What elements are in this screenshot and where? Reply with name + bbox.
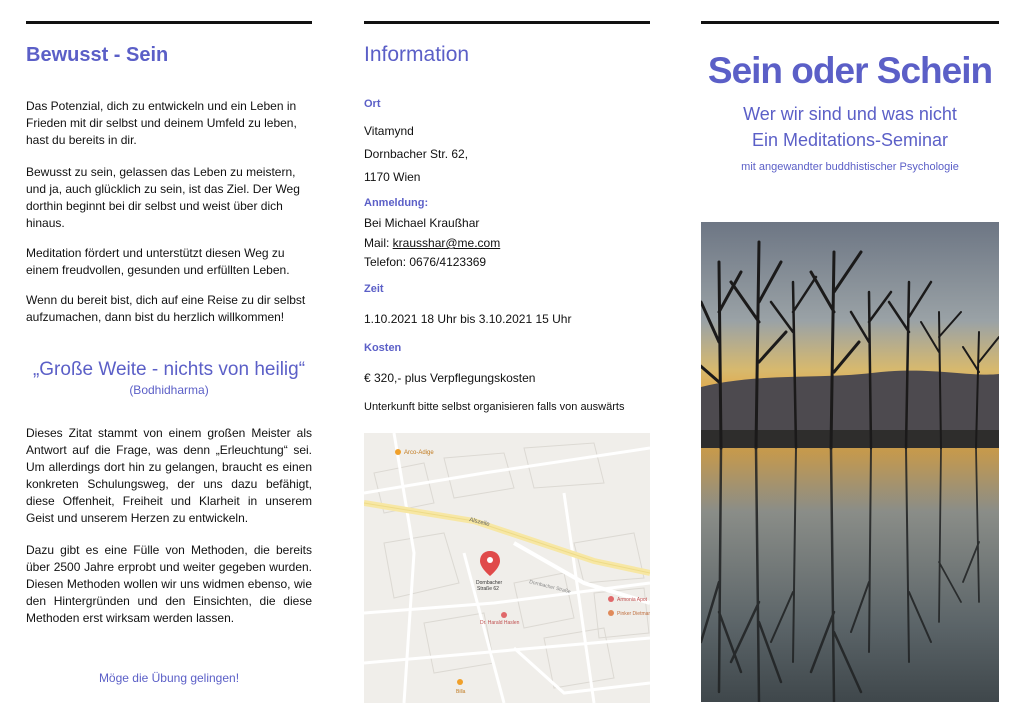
quote-source: (Bodhidharma) (129, 383, 209, 397)
map-pin-label-line1: Dornbacher (476, 580, 503, 586)
map-label-armonia: Armonia Apot (617, 597, 648, 603)
ort-line-1: Vitamynd (364, 124, 414, 138)
poi-dot-arco (395, 449, 401, 455)
mail-line (364, 236, 500, 250)
mail-prefix: Mail: (364, 236, 393, 250)
body-paragraph-1: Dieses Zitat stammt von einem großen Meister als Antwort auf die Frage, was denn „Erleuchtung“ sei. Um allerdings dort hin zu gelangen, braucht es einen konkreten Schulungsweg, der uns dazu befähigt, diese Offenheit, Freiheit und Klarheit in unserem Geist und unserem Herzen zu entwickeln. (26, 426, 312, 525)
body-paragraph-2: Dazu gibt es eine Fülle von Methoden, die bereits über 2500 Jahre erprobt und weiter gegeben wurden. Diesen Methoden wollen wir uns widmen ebenso, wie den Hintergründen und den Einsichten, die diese Methoden erst wirksam werden lassen. (26, 543, 312, 625)
information-title: Information (364, 43, 470, 66)
intro-paragraph-4: Wenn du bereit bist, dich auf eine Reise zu dir selbst aufzumachen, dann bist du herzlich willkommen! (26, 293, 306, 324)
anmeldung-label: Anmeldung: (364, 197, 429, 209)
location-map[interactable] (364, 433, 650, 703)
subtitle-line-1: Wer wir sind und was nicht (743, 104, 957, 124)
intro-paragraph-3: Meditation fördert und unterstützt diesen Weg zu einem freudvollen, gesunden und erfüllten Leben. (26, 246, 290, 277)
closing-line: Möge die Übung gelingen! (98, 671, 240, 685)
telefon-line: Telefon: 0676/4123369 (364, 255, 487, 269)
subtitle-line-2: Ein Meditations-Seminar (751, 130, 949, 150)
unterkunft-note: Unterkunft bitte selbst organisieren falls von auswärts (364, 401, 625, 413)
main-title: Sein oder Schein (707, 50, 993, 91)
ort-line-3: 1170 Wien (364, 170, 421, 184)
lake-trees-image (701, 222, 999, 702)
intro-paragraph-1: Das Potenzial, dich zu entwickeln und ein Leben in Frieden mit dir selbst und deinem Umfeld zu leben, hast du bereits in dir. (26, 99, 297, 147)
top-rule-left (26, 21, 312, 24)
map-label-arco: Arco-Adige (404, 450, 434, 456)
poi-dot-billa (457, 679, 463, 685)
poi-dot-armonia (608, 596, 614, 602)
section-title-bewusst-sein: Bewusst - Sein (26, 44, 169, 66)
map-label-haslen: Dr. Harald Haslen (480, 620, 520, 626)
tagline: mit angewandter buddhistischer Psychologie (741, 161, 959, 173)
top-rule-right (701, 21, 999, 24)
map-label-pinker: Pinker Dietmar (617, 611, 650, 617)
map-graphic (364, 433, 650, 703)
kosten-label: Kosten (364, 342, 402, 354)
kosten-value: € 320,- plus Verpflegungskosten (364, 371, 536, 385)
zeit-label: Zeit (364, 283, 384, 295)
mail-link[interactable]: krausshar@me.com (392, 236, 501, 250)
ort-line-2: Dornbacher Str. 62, (364, 147, 469, 161)
ort-label: Ort (364, 98, 381, 110)
poi-dot-pinker (608, 610, 614, 616)
intro-paragraph-2: Bewusst zu sein, gelassen das Leben zu meistern, und ja, auch glücklich zu sein, ist das Ziel. Der Weg dorthin beginnt bei dir selbst und weist über dich hinaus. (26, 165, 300, 230)
anmeldung-name: Bei Michael Kraußhar (364, 216, 480, 230)
map-pin-label-line2: Straße 62 (477, 586, 499, 592)
map-label-billa: Billa (456, 689, 466, 695)
map-label-alszeile: Alszeile (468, 517, 491, 528)
quote: „Große Weite - nichts von heilig“ (32, 359, 306, 380)
poi-dot-haslen (501, 612, 507, 618)
cover-photo (701, 222, 999, 702)
map-label-dornbacher-strasse: Dornbacher Straße (528, 579, 572, 596)
top-rule-middle (364, 21, 650, 24)
zeit-value: 1.10.2021 18 Uhr bis 3.10.2021 15 Uhr (364, 312, 572, 326)
